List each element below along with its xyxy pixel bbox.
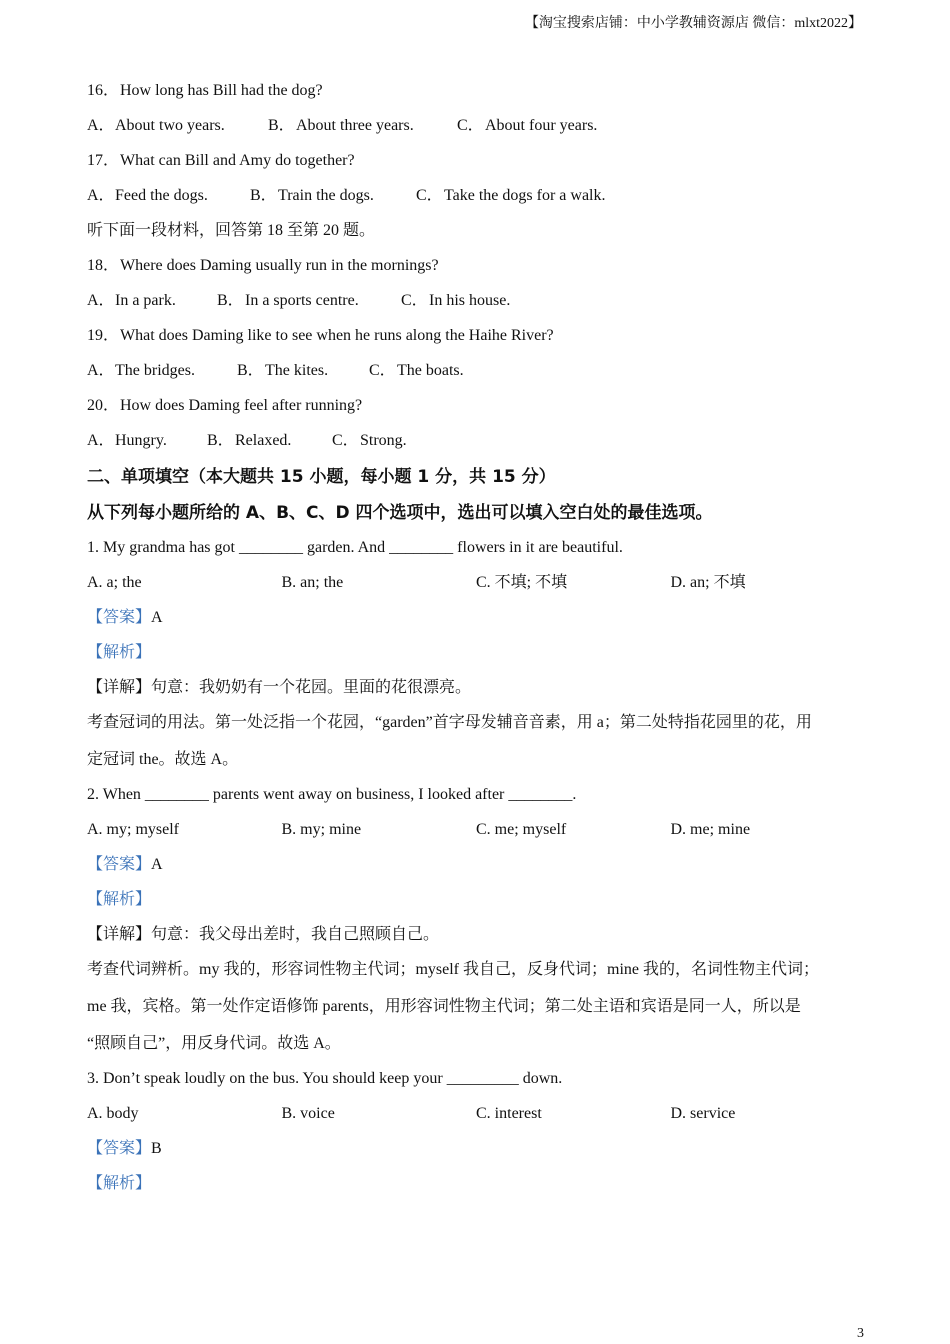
- option-d: D. an; 不填: [670, 574, 746, 591]
- question-number: 19．: [87, 327, 120, 344]
- page-header: 【淘宝搜索店铺：中小学教辅资源店 微信：mlxt2022】: [524, 16, 862, 31]
- option-b: B．Relaxed.: [207, 432, 292, 449]
- section-subtitle: 从下列每小题所给的 A、B、C、D 四个选项中，选出可以填入空白处的最佳选项。: [87, 503, 713, 523]
- options-18: [87, 286, 867, 321]
- question-text: What can Bill and Amy do together?: [120, 152, 355, 169]
- option-d: D. me; mine: [670, 821, 751, 838]
- question-18: [87, 251, 867, 286]
- question-text: How long has Bill had the dog?: [120, 82, 323, 99]
- page-number: 3: [857, 1326, 864, 1341]
- option-c: C．Strong.: [332, 432, 407, 449]
- item-2-explanation-line: me 我，宾格。第一处作定语修饰 parents，用形容词性物主代词；第二处主语和宾语是同一人，所以是: [87, 998, 801, 1015]
- item-1-detail: 【详解】句意：我奶奶有一个花园。里面的花很漂亮。: [87, 679, 472, 696]
- question-text: How does Daming feel after running?: [120, 397, 363, 414]
- item-3-options: [87, 1099, 867, 1134]
- option-a: A．About two years.: [87, 117, 225, 134]
- options-16: [87, 111, 867, 146]
- listening-instruction: 听下面一段材料，回答第 18 至第 20 题。: [87, 222, 376, 239]
- question-17: [87, 146, 867, 181]
- item-2-explanation-line: 考查代词辨析。my 我的，形容词性物主代词；myself 我自己，反身代词；mine 我的，名词性物主代词；: [87, 961, 819, 978]
- item-1-question: 1. My grandma has got ________ garden. And ________ flowers in it are beautiful.: [87, 539, 623, 556]
- item-2-explanation-line: “照顾自己”，用反身代词。故选 A。: [87, 1035, 341, 1052]
- item-1-explanation-line: 考查冠词的用法。第一处泛指一个花园，“garden”首字母发辅音音素，用 a；第二处特指花园里的花，用: [87, 714, 812, 731]
- question-number: 20．: [87, 397, 120, 414]
- answer-value: B: [151, 1140, 162, 1157]
- item-1-options: [87, 568, 867, 603]
- option-c: C. me; myself: [476, 821, 567, 838]
- options-17: [87, 181, 867, 216]
- options-19: [87, 356, 867, 391]
- item-1-analysis-tag: 【解析】: [87, 644, 152, 661]
- option-a: A．Hungry.: [87, 432, 167, 449]
- item-2-analysis-tag: 【解析】: [87, 891, 152, 908]
- option-b: B. my; mine: [281, 821, 362, 838]
- section-title: 二、单项填空（本大题共 15 小题，每小题 1 分，共 15 分）: [87, 467, 556, 487]
- item-1-explanation-line: 定冠词 the。故选 A。: [87, 751, 239, 768]
- answer-tag: 【答案】: [87, 1140, 152, 1157]
- question-number: 16．: [87, 82, 120, 99]
- question-text: What does Daming like to see when he runs along the Haihe River?: [120, 327, 554, 344]
- option-b: B．The kites.: [237, 362, 329, 379]
- item-2-question: 2. When ________ parents went away on business, I looked after ________.: [87, 786, 577, 803]
- question-20: [87, 391, 867, 426]
- item-1-answer: [87, 603, 867, 638]
- option-b: B．Train the dogs.: [250, 187, 374, 204]
- option-d: D. service: [670, 1105, 736, 1122]
- question-number: 18．: [87, 257, 120, 274]
- item-3-question: 3. Don’t speak loudly on the bus. You should keep your _________ down.: [87, 1070, 563, 1087]
- option-c: C. 不填; 不填: [476, 574, 568, 591]
- option-b: B. an; the: [281, 574, 344, 591]
- answer-tag: 【答案】: [87, 856, 152, 873]
- answer-tag: 【答案】: [87, 609, 152, 626]
- question-19: [87, 321, 867, 356]
- document-body: [87, 76, 867, 1204]
- question-16: [87, 76, 867, 111]
- option-b: B．In a sports centre.: [217, 292, 359, 309]
- option-a: A. body: [87, 1105, 139, 1122]
- option-a: A. a; the: [87, 574, 142, 591]
- answer-value: A: [151, 609, 163, 626]
- item-2-detail: 【详解】句意：我父母出差时，我自己照顾自己。: [87, 926, 440, 943]
- answer-value: A: [151, 856, 163, 873]
- option-c: C．In his house.: [401, 292, 511, 309]
- option-c: C．About four years.: [457, 117, 598, 134]
- option-c: C．Take the dogs for a walk.: [416, 187, 606, 204]
- item-3-analysis-tag: 【解析】: [87, 1175, 152, 1192]
- item-2-options: [87, 815, 867, 850]
- question-number: 17．: [87, 152, 120, 169]
- option-a: A．The bridges.: [87, 362, 195, 379]
- option-b: B. voice: [281, 1105, 335, 1122]
- question-text: Where does Daming usually run in the mornings?: [120, 257, 439, 274]
- option-b: B．About three years.: [268, 117, 414, 134]
- item-3-answer: [87, 1134, 867, 1169]
- option-c: C. interest: [476, 1105, 542, 1122]
- item-2-answer: [87, 850, 867, 885]
- options-20: [87, 426, 867, 461]
- option-c: C．The boats.: [369, 362, 464, 379]
- option-a: A. my; myself: [87, 821, 179, 838]
- option-a: A．Feed the dogs.: [87, 187, 208, 204]
- option-a: A．In a park.: [87, 292, 176, 309]
